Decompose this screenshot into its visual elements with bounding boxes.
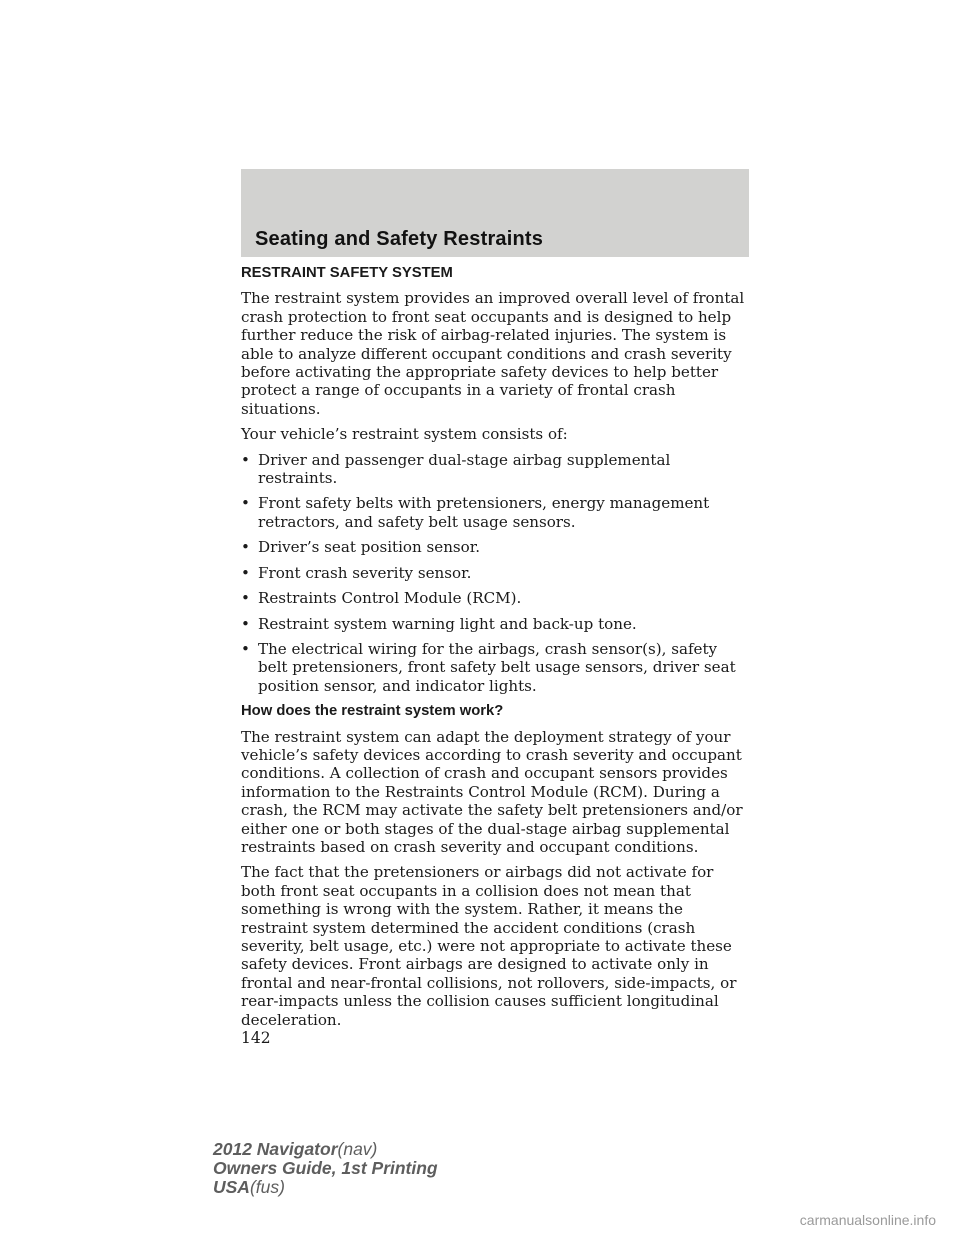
components-list [241, 451, 751, 695]
bullet-icon: • [241, 538, 250, 557]
list-item-text: Driver’s seat position sensor. [258, 538, 481, 557]
list-item [241, 589, 751, 607]
how-it-works-paragraph: The restraint system can adapt the deployment strategy of your vehicle’s safety devices according to crash severity and occupant conditions. A collection of crash and occupant sensors provides information to the Restraints Control Module (RCM). During a crash, the RCM may activate the safety belt pretensioners and/or either one or both stages of the dual-stage airbag supplemental restraints based on crash severity and occupant conditions. [241, 727, 743, 856]
list-item-text: Restraint system warning light and back-up tone. [258, 614, 637, 633]
footer-line-2: Owners Guide, 1st Printing [213, 1157, 438, 1178]
list-item [241, 564, 751, 582]
list-item [241, 640, 751, 695]
page-number: 142 [241, 1029, 271, 1047]
intro-paragraph: The restraint system provides an improved overall level of frontal crash protection to front seat occupants and is designed to help further reduce the risk of airbag-related injuries. The system is able to analyze different occupant conditions and crash severity before activating the appropriate safety devices to help better protect a range of occupants in a variety of frontal crash situations. [241, 289, 745, 418]
section-header-title: Seating and Safety Restraints [255, 228, 544, 250]
footer-market: USA [213, 1176, 250, 1197]
bullet-icon: • [241, 494, 250, 513]
document-footer [213, 1140, 438, 1196]
footer-model-code: (nav) [337, 1139, 378, 1159]
consists-of-paragraph: Your vehicle’s restraint system consists of: [241, 425, 568, 444]
how-does-it-work-heading: How does the restraint system work? [241, 703, 504, 720]
restraint-safety-system-heading: RESTRAINT SAFETY SYSTEM [241, 265, 453, 281]
list-item [241, 494, 751, 531]
page-content [241, 264, 751, 1036]
list-item-text: Front crash severity sensor. [258, 563, 472, 582]
list-item [241, 538, 751, 556]
bullet-icon: • [241, 639, 250, 658]
footer-line-3 [213, 1178, 438, 1197]
list-item-text: Restraints Control Module (RCM). [258, 589, 522, 608]
activation-paragraph: The fact that the pretensioners or airbags did not activate for both front seat occupants in a collision does not mean that something is wrong with the system. Rather, it means the restraint system determined the accident conditions (crash severity, belt usage, etc.) were not appropriate to activate these safety devices. Front airbags are designed to activate only in frontal and near-frontal collisions, not rollovers, side-impacts, or rear-impacts unless the collision causes sufficient longitudinal deceleration. [241, 863, 737, 1029]
bullet-icon: • [241, 589, 250, 608]
bullet-icon: • [241, 614, 250, 633]
list-item-text: The electrical wiring for the airbags, crash sensor(s), safety belt pretensioners, front safety belt usage sensors, driver seat position sensor, and indicator lights. [258, 639, 736, 695]
bullet-icon: • [241, 563, 250, 582]
watermark: carmanualsonline.info [799, 1212, 936, 1228]
footer-market-code: (fus) [249, 1176, 285, 1197]
list-item-text: Driver and passenger dual-stage airbag supplemental restraints. [258, 450, 671, 488]
footer-line-1 [213, 1140, 438, 1159]
list-item-text: Front safety belts with pretensioners, energy management retractors, and safety belt usage sensors. [258, 494, 710, 531]
list-item [241, 451, 751, 488]
bullet-icon: • [241, 450, 250, 469]
list-item [241, 615, 751, 633]
footer-model: 2012 Navigator [213, 1139, 338, 1159]
